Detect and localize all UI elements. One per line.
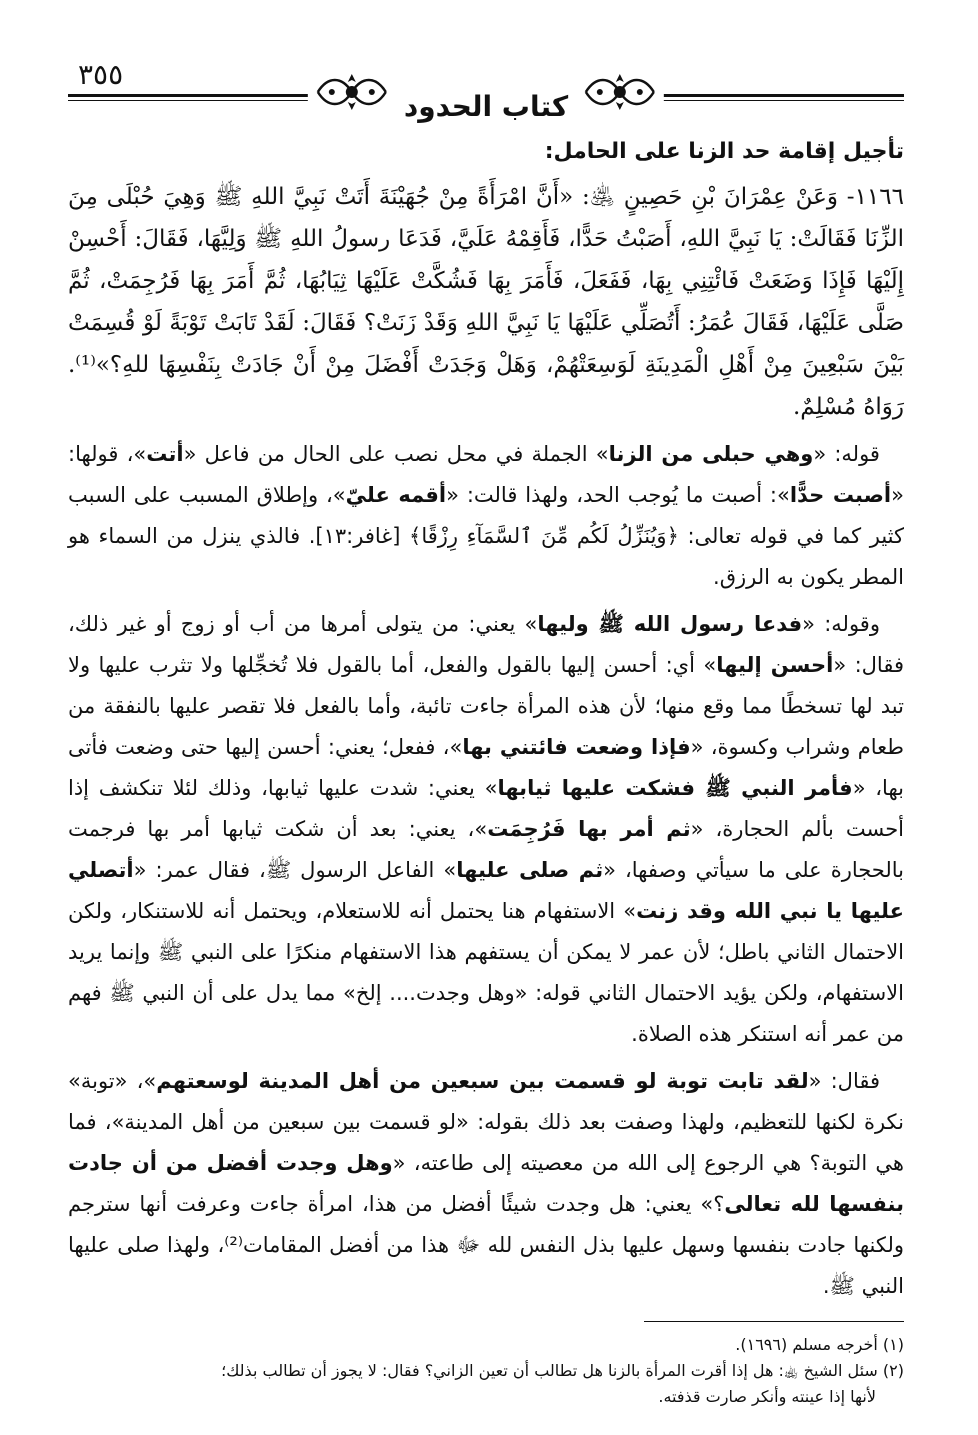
quoted-phrase: ثم صلى عليها <box>456 858 604 882</box>
commentary-text: »: أصبت ما يُوجب الحد، ولهذا قالت: « <box>446 483 790 507</box>
footnote: (١) أخرجه مسلم (١٦٩٦). <box>735 1335 904 1354</box>
quoted-phrase: وهي حبلى من الزنا <box>608 442 814 466</box>
quoted-phrase: أحسن إليها <box>716 653 834 677</box>
footnote-divider <box>644 1321 904 1322</box>
ornament-right-icon <box>582 70 658 114</box>
commentary-text: »، يعني: بعد أن شكت ثيابها أمر بها فرجمت بالحجارة على ما سيأتي وصفها، « <box>68 817 904 882</box>
quoted-phrase: أقمه عليّ <box>345 483 447 507</box>
quoted-phrase: أصبت حدًّا <box>789 483 892 507</box>
commentary <box>68 434 904 1307</box>
quoted-phrase: فإذا وضعت فائتني بها <box>462 735 691 759</box>
commentary-text: » أي: أحسن إليها بالقول والفعل، أما بالقول فلا تُخجِّلها ولا تثرب عليها ولا تبد لها تسخطًا مما وقع منها؛ لأن هذه المرأة جاءت تائبة، وأما بالفعل فلا تقصر عليها بالنفقة من طعام وشراب وكسوة، « <box>68 653 904 759</box>
page-header <box>68 50 904 132</box>
commentary-text: قوله: « <box>813 442 880 466</box>
commentary-text: ؟» يعني: هل وجدت شيئًا أفضل من هذا، امرأة جاءت وعرفت أنها سترجم ولكنها جادت بنفسها وسهل عليها بذل النفس لله ﷻ هذا من أفضل المقامات⁽²⁾، ولهذا صلى عليها النبي ﷺ. <box>68 1192 904 1298</box>
commentary-text: » الاستفهام هنا يحتمل أنه للاستعلام، ويحتمل أنه للاستنكار، ولكن الاحتمال الثاني باطل؛ لأن عمر لا يمكن أن يستفهم هذا الاستفهام منكرًا على النبي ﷺ وإنما يريد الاستفهام، ولكن يؤيد الاحتمال الثاني قوله: «وهل وجدت.... إلخ» مما يدل على أن النبي ﷺ فهم من عمر أنه استنكر هذه الصلاة. <box>68 899 904 1046</box>
hadith-text <box>68 176 904 428</box>
quoted-phrase: أتت <box>146 442 184 466</box>
header-title: كتاب الحدود <box>403 90 569 123</box>
commentary-text: »، ففعل؛ يعني: أحسن إليها حتى وضعت فأتى بها، « <box>68 735 904 800</box>
footnote-continuation: لأنها إذا عينته وأنكر صارت قذفته. <box>658 1387 876 1406</box>
quoted-phrase: فأمر النبي ﷺ فشكت عليها ثيابها <box>497 776 853 800</box>
quoted-phrase: ثم أمر بها فَرُجِمَت <box>487 817 691 841</box>
footnote: (٢) سئل الشيخ ﵀: هل إذا أقرت المرأة بالزنا هل تطالب أن تعين الزاني؟ فقال: لا يجوز أن تطالب بذلك؛ <box>221 1361 904 1380</box>
commentary-paragraph <box>68 604 904 1055</box>
page-number: ٣٥٥ <box>72 58 129 91</box>
commentary-text: فقال: « <box>808 1069 881 1093</box>
ornament-left-icon <box>314 70 390 114</box>
commentary-text: »، قولها: « <box>68 442 904 507</box>
commentary-text: » يعني: من يتولى أمرها من أب أو زوج أو غير ذلك، فقال: « <box>68 612 904 677</box>
footnotes <box>68 1332 904 1410</box>
header-title-group <box>308 60 664 123</box>
commentary-paragraph <box>68 1061 904 1307</box>
commentary-text: وقوله: « <box>802 612 880 636</box>
commentary-text: »، وإطلاق المسبب على السبب كثير كما في قوله تعالى: ﴿وَيُنَزِّلُ لَكُم مِّنَ ٱلسَّمَآءِ رِزْقًا﴾ [غافر:١٣]. فالذي ينزل من السماء هو المطر يكون به الرزق. <box>68 483 904 589</box>
hadith-number: ١١٦٦ <box>854 184 904 210</box>
quoted-phrase: لقد تابت توبة لو قسمت بين سبعين من أهل المدينة لوسعتهم <box>156 1069 809 1093</box>
commentary-text: » يعني: شدت عليها ثيابها، وذلك لئلا تنكشف إذا أحست بألم الحجارة، « <box>68 776 905 841</box>
page <box>68 50 904 1410</box>
commentary-text: »، «توبة» نكرة لكنها للتعظيم، ولهذا وصفت بعد ذلك بقوله: «لو قسمت بين سبعين من أهل المدينة»، فما هي التوبة؟ هي الرجوع إلى الله من معصيته إلى طاعته، « <box>68 1069 905 1175</box>
quoted-phrase: أتصلي عليها يا نبي الله وقد زنت <box>68 858 904 923</box>
quoted-phrase: وهل وجدت أفضل من أن جادت بنفسها لله تعالى <box>68 1151 905 1216</box>
commentary-text: » الفاعل الرسول ﷺ، فقال عمر: « <box>133 858 457 882</box>
section-heading: تأجيل إقامة حد الزنا على الحامل: <box>544 139 904 164</box>
commentary-text: » الجملة في محل نصب على الحال من فاعل « <box>183 442 609 466</box>
quoted-phrase: فدعا رسول الله ﷺ وليها <box>537 612 803 636</box>
hadith-body: - وَعَنْ عِمْرَانَ بْنِ حَصِينٍ ﵁: «أَنَّ امْرَأَةً مِنْ جُهَيْنَةَ أَتَتْ نَبِيَّ اللهِ ﷺ وَهِيَ حُبْلَى مِنَ الزِّنَا فَقَالَتْ: يَا نَبِيَّ اللهِ، أَصَبْتُ حَدًّا، فَأَقِمْهُ عَلَيَّ، فَدَعَا رسولُ اللهِ ﷺ وَلِيَّهَا، فَقَالَ: أَحْسِنْ إِلَيْهَا فَإِذَا وَضَعَتْ فَائْتِنِي بِهَا، فَفَعَلَ، فَأَمَرَ بِهَا فَشُكَّتْ عَلَيْهَا ثِيَابُهَا، ثُمَّ أَمَرَ بِهَا فَرُجِمَتْ، ثُمَّ صَلَّى عَلَيْهَا، فَقَالَ عُمَرُ: أَتُصَلِّي عَلَيْهَا يَا نَبِيَّ اللهِ وَقَدْ زَنَتْ؟ فَقَالَ: لَقَدْ تَابَتْ تَوْبَةً لَوْ قُسِمَتْ بَيْنَ سَبْعِينَ مِنْ أَهْلِ الْمَدِينَةِ لَوَسِعَتْهُمْ، وَهَلْ وَجَدَتْ أَفْضَلَ مِنْ أَنْ جَادَتْ بِنَفْسِهَا للهِ؟»⁽¹⁾. رَوَاهُ مُسْلِمٌ. <box>68 184 904 420</box>
commentary-paragraph <box>68 434 904 598</box>
